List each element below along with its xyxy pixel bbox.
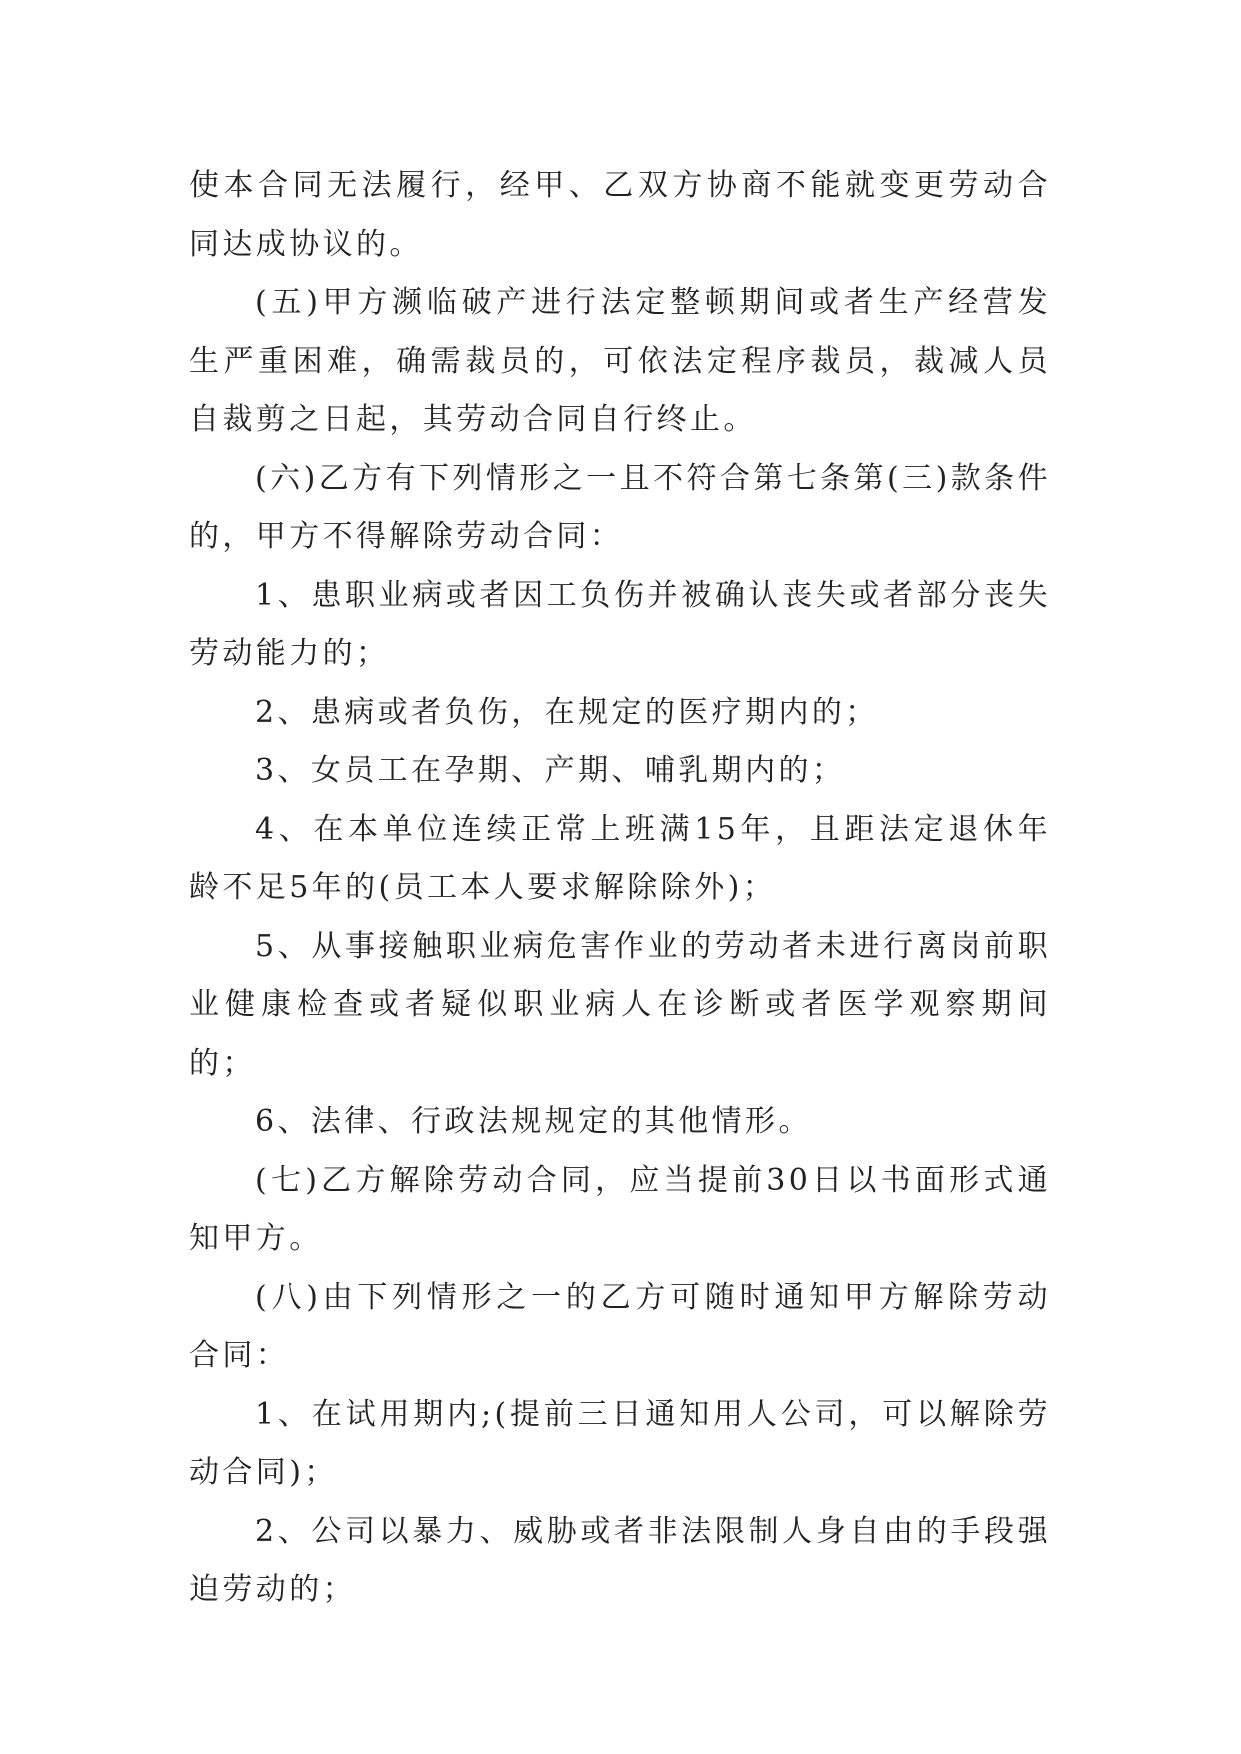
paragraph-clause-8-item-1: 1、在试用期内;(提前三日通知用人公司，可以解除劳动合同)； — [189, 1396, 1051, 1490]
paragraph-clause-8-item-2: 2、公司以暴力、威胁或者非法限制人身自由的手段强迫劳动的； — [189, 1513, 1051, 1607]
paragraph-continuation: 使本合同无法履行，经甲、乙双方协商不能就变更劳动合同达成协议的。 — [189, 168, 1051, 262]
paragraph-clause-6-item-3: 3、女员工在孕期、产期、哺乳期内的； — [255, 753, 846, 788]
paragraph-clause-7: (七)乙方解除劳动合同，应当提前30日以书面形式通知甲方。 — [189, 1162, 1051, 1256]
paragraph-clause-8: (八)由下列情形之一的乙方可随时通知甲方解除劳动合同： — [189, 1279, 1051, 1373]
paragraph-clause-6-item-4: 4、在本单位连续正常上班满15年，且距法定退休年龄不足5年的(员工本人要求解除除外)； — [189, 811, 1051, 905]
paragraph-clause-6: (六)乙方有下列情形之一且不符合第七条第(三)款条件的，甲方不得解除劳动合同： — [189, 460, 1051, 554]
paragraph-clause-6-item-5: 5、从事接触职业病危害作业的劳动者未进行离岗前职业健康检查或者疑似职业病人在诊断或者医学观察期间的； — [189, 928, 1051, 1081]
paragraph-clause-5: (五)甲方濒临破产进行法定整顿期间或者生产经营发生严重困难，确需裁员的，可依法定程序裁员，裁减人员自裁剪之日起，其劳动合同自行终止。 — [189, 285, 1051, 437]
document-body — [189, 157, 1051, 1620]
paragraph-clause-6-item-2: 2、患病或者负伤，在规定的医疗期内的； — [255, 694, 879, 730]
paragraph-clause-6-item-1: 1、患职业病或者因工负伤并被确认丧失或者部分丧失劳动能力的； — [189, 577, 1051, 671]
paragraph-clause-6-item-6: 6、法律、行政法规规定的其他情形。 — [255, 1104, 812, 1139]
